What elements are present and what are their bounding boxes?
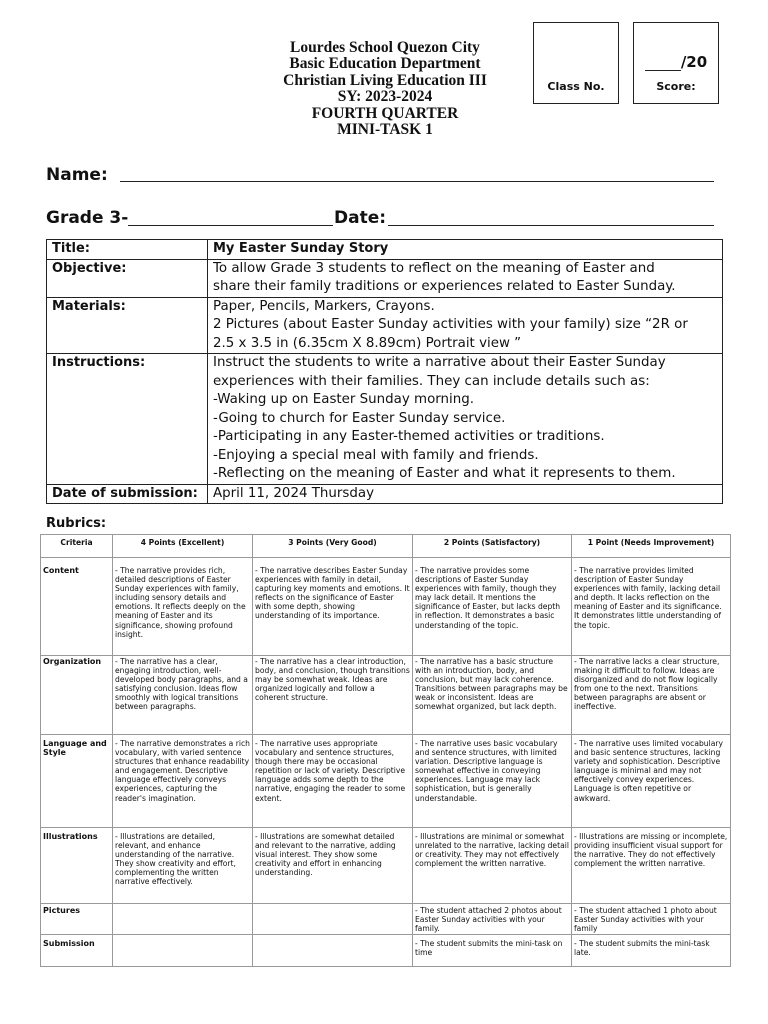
rubric-criteria: Language and Style <box>41 735 113 828</box>
objective-line: share their family traditions or experiences related to Easter Sunday. <box>213 279 676 294</box>
objective-value <box>208 259 723 297</box>
department-name: Basic Education Department <box>289 55 481 73</box>
rubric-criteria: Content <box>41 558 113 656</box>
score-line <box>642 53 710 71</box>
rubric-cell-4: - The narrative provides rich, detailed descriptions of Easter Sunday experiences with family, including sensory details and emotions. It reflects deeply on the meaning of Easter and its significance, showing profound insight. <box>113 558 253 656</box>
rubric-cell-1: - The student submits the mini-task late. <box>572 935 731 967</box>
materials-label: Materials: <box>47 297 208 354</box>
rubric-cell-3 <box>253 904 413 935</box>
rubrics-label: Rubrics: <box>46 516 107 531</box>
title-label: Title: <box>47 240 208 260</box>
rubric-cell-4: - The narrative demonstrates a rich vocabulary, with varied sentence structures that enhance readability and engagement. Descriptive language effectively conveys experiences, capturing the reader's imagination. <box>113 735 253 828</box>
class-number-label: Class No. <box>547 80 605 93</box>
materials-line: 2 Pictures (about Easter Sunday activities with your family) size “2R or <box>213 317 688 332</box>
rubric-header-criteria: Criteria <box>41 535 113 558</box>
rubric-header-2-points: 2 Points (Satisfactory) <box>413 535 572 558</box>
rubric-cell-1: - The student attached 1 photo about Easter Sunday activities with your family <box>572 904 731 935</box>
instructions-line: experiences with their families. They can include details such as: <box>213 373 650 389</box>
date-field-label: Date: <box>334 208 387 228</box>
rubric-cell-2: - Illustrations are minimal or somewhat unrelated to the narrative, lacking detail or creativity. They may not effectively complement the written narrative. <box>413 828 572 904</box>
date-field-line[interactable] <box>388 225 714 226</box>
rubric-cell-4: - The narrative has a clear, engaging introduction, well-developed body paragraphs, and a satisfying conclusion. Ideas flow smoothly with logical transitions between paragraphs. <box>113 656 253 735</box>
rubric-cell-4: - Illustrations are detailed, relevant, and enhance understanding of the narrative. They show creativity and effort, complementing the written narrative effectively. <box>113 828 253 904</box>
rubric-row-language-style <box>41 735 731 828</box>
rubric-row-submission <box>41 935 731 967</box>
title-row <box>47 240 723 260</box>
rubric-cell-1: - The narrative provides limited description of Easter Sunday experiences with family, lacking detail and depth. It lacks reflection on the meaning of Easter and its significance. It demonstrates little understanding of the topic. <box>572 558 731 656</box>
name-field-line[interactable] <box>120 181 714 182</box>
instructions-line: -Enjoying a special meal with family and friends. <box>213 447 539 463</box>
objective-row <box>47 259 723 297</box>
rubric-cell-2: - The narrative provides some descriptions of Easter Sunday experiences with family, though they may lack detail. It mentions the significance of Easter, but lacks depth in reflection. It demonstrates a basic understanding of the topic. <box>413 558 572 656</box>
rubric-cell-1: - The narrative lacks a clear structure, making it difficult to follow. Ideas are disorganized and do not flow logically from one to the next. Transitions between paragraphs are absent or ineffective. <box>572 656 731 735</box>
rubric-cell-2: - The narrative has a basic structure with an introduction, body, and conclusion, but may lack coherence. Transitions between paragraphs may be weak or inconsistent. Ideas are somewhat organized, but lack depth. <box>413 656 572 735</box>
rubric-criteria: Pictures <box>41 904 113 935</box>
name-field-label: Name: <box>46 165 108 185</box>
school-year: SY: 2023-2024 <box>337 88 433 106</box>
instructions-line: -Waking up on Easter Sunday morning. <box>213 392 474 407</box>
rubric-table <box>40 534 731 967</box>
rubric-cell-3: - Illustrations are somewhat detailed and relevant to the narrative, adding visual interest. They show some creativity and effort in enhancing understanding. <box>253 828 413 904</box>
quarter-label: FOURTH QUARTER <box>311 104 459 122</box>
school-header <box>230 40 540 138</box>
submission-row <box>47 484 723 504</box>
submission-value: April 11, 2024 Thursday <box>208 484 723 504</box>
rubric-criteria: Submission <box>41 935 113 967</box>
task-info-table <box>46 239 723 504</box>
rubric-cell-2: - The narrative uses basic vocabulary and sentence structures, with limited variation. Descriptive language is somewhat effective in conveying experiences. Language may lack sophistication, but is generally understandable. <box>413 735 572 828</box>
instructions-line: -Going to church for Easter Sunday service. <box>213 410 506 426</box>
task-label: MINI-TASK 1 <box>337 121 433 139</box>
grade-field-line[interactable] <box>128 225 333 226</box>
rubric-cell-3: - The narrative has a clear introduction, body, and conclusion, though transitions may be somewhat weak. Ideas are organized logically and follow a coherent structure. <box>253 656 413 735</box>
score-total: /20 <box>680 53 708 71</box>
instructions-line: -Reflecting on the meaning of Easter and what it represents to them. <box>213 466 676 481</box>
grade-field-label: Grade 3- <box>46 208 129 228</box>
school-name: Lourdes School Quezon City <box>290 39 480 56</box>
subject-name: Christian Living Education III <box>283 71 487 89</box>
score-label: Score: <box>656 80 696 93</box>
rubric-cell-4 <box>113 904 253 935</box>
title-value: My Easter Sunday Story <box>208 240 723 260</box>
instructions-line: Instruct the students to write a narrative about their Easter Sunday <box>213 355 666 370</box>
materials-value <box>208 297 723 354</box>
rubric-cell-1: - The narrative uses limited vocabulary and basic sentence structures, lacking variety and sophistication. Descriptive language is minimal and may not effectively convey experiences. Language is often repetitive or awkward. <box>572 735 731 828</box>
rubric-header-row <box>41 535 731 558</box>
submission-label: Date of submission: <box>47 484 208 504</box>
rubric-cell-4 <box>113 935 253 967</box>
rubric-cell-3 <box>253 935 413 967</box>
rubric-criteria: Organization <box>41 656 113 735</box>
rubric-header-3-points: 3 Points (Very Good) <box>253 535 413 558</box>
objective-line: To allow Grade 3 students to reflect on the meaning of Easter and <box>213 260 655 276</box>
rubric-cell-3: - The narrative describes Easter Sunday experiences with family in detail, capturing key moments and emotions. It reflects on the significance of Easter with some depth, showing understanding of its importance. <box>253 558 413 656</box>
materials-line: Paper, Pencils, Markers, Crayons. <box>213 298 435 314</box>
instructions-row <box>47 354 723 485</box>
score-box <box>633 22 719 104</box>
rubric-criteria: Illustrations <box>41 828 113 904</box>
materials-row <box>47 297 723 354</box>
rubric-row-organization <box>41 656 731 735</box>
materials-line: 2.5 x 3.5 in (6.35cm X 8.89cm) Portrait view ” <box>213 335 522 351</box>
rubric-row-pictures <box>41 904 731 935</box>
score-blank[interactable] <box>645 56 681 71</box>
rubric-cell-2: - The student submits the mini-task on time <box>413 935 572 967</box>
rubric-header-4-points: 4 Points (Excellent) <box>113 535 253 558</box>
rubric-cell-2: - The student attached 2 photos about Easter Sunday activities with your family. <box>413 904 572 935</box>
instructions-value <box>208 354 723 485</box>
rubric-row-content <box>41 558 731 656</box>
class-number-box[interactable] <box>533 22 619 104</box>
instructions-label: Instructions: <box>47 354 208 485</box>
objective-label: Objective: <box>47 259 208 297</box>
rubric-cell-1: - Illustrations are missing or incomplete, providing insufficient visual support for the narrative. They do not effectively complement the written narrative. <box>572 828 731 904</box>
instructions-line: -Participating in any Easter-themed activities or traditions. <box>213 429 605 444</box>
rubric-header-1-point: 1 Point (Needs Improvement) <box>572 535 731 558</box>
rubric-row-illustrations <box>41 828 731 904</box>
rubric-cell-3: - The narrative uses appropriate vocabulary and sentence structures, though there may be occasional repetition or lack of variety. Descriptive language adds some depth to the narrative, engaging the reader to some extent. <box>253 735 413 828</box>
